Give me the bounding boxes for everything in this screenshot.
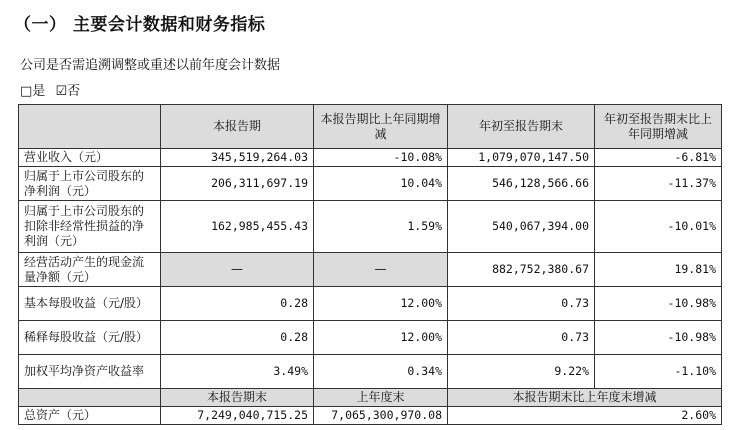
header-cell: 本报告期比上年同期增减 xyxy=(314,105,448,149)
cell-value: 540,067,394.00 xyxy=(448,201,595,253)
cell-value: 9.22% xyxy=(448,355,595,389)
header-cell: 本报告期 xyxy=(161,105,314,149)
cell-value: — xyxy=(161,253,314,287)
option-no-checkbox: ☑否 xyxy=(55,84,81,99)
cell-value: 546,128,566.66 xyxy=(448,167,595,201)
cell-value: -1.10% xyxy=(595,355,722,389)
cell-value: 882,752,380.67 xyxy=(448,253,595,287)
cell-value: -11.37% xyxy=(595,167,722,201)
row-label: 归属于上市公司股东的扣除非经常性损益的净利润（元） xyxy=(19,201,161,253)
table-row xyxy=(19,321,722,355)
cell-value: 0.73 xyxy=(448,287,595,321)
header-cell: 上年度末 xyxy=(314,389,448,407)
row-label: 加权平均净资产收益率 xyxy=(19,355,161,389)
table-row xyxy=(19,149,722,167)
table-row xyxy=(19,167,722,201)
cell-value: -6.81% xyxy=(595,149,722,167)
cell-value: 162,985,455.43 xyxy=(161,201,314,253)
header-cell xyxy=(19,389,161,407)
cell-value: 2.60% xyxy=(448,407,722,425)
cell-value: -10.98% xyxy=(595,287,722,321)
cell-value: 3.49% xyxy=(161,355,314,389)
row-label: 归属于上市公司股东的净利润（元） xyxy=(19,167,161,201)
row-label: 营业收入（元） xyxy=(19,149,161,167)
cell-value: -10.08% xyxy=(314,149,448,167)
restatement-question: 公司是否需追溯调整或重述以前年度会计数据 xyxy=(20,58,281,73)
table-header-row xyxy=(19,105,722,149)
section-title: （一） 主要会计数据和财务指标 xyxy=(14,15,266,35)
cell-value: -10.01% xyxy=(595,201,722,253)
cell-value: — xyxy=(314,253,448,287)
cell-value: 345,519,264.03 xyxy=(161,149,314,167)
cell-value: 7,065,300,970.08 xyxy=(314,407,448,425)
header-cell: 年初至报告期末比上年同期增减 xyxy=(595,105,722,149)
cell-value: 0.28 xyxy=(161,321,314,355)
cell-value: -10.98% xyxy=(595,321,722,355)
table-subheader-row xyxy=(19,389,722,407)
financial-indicators-table xyxy=(18,104,722,425)
header-cell: 本报告期末比上年度末增减 xyxy=(448,389,722,407)
cell-value: 0.28 xyxy=(161,287,314,321)
cell-value: 12.00% xyxy=(314,287,448,321)
header-cell: 年初至报告期末 xyxy=(448,105,595,149)
row-label: 经营活动产生的现金流量净额（元） xyxy=(19,253,161,287)
header-cell: 本报告期末 xyxy=(161,389,314,407)
table-row xyxy=(19,201,722,253)
cell-value: 10.04% xyxy=(314,167,448,201)
restatement-answer xyxy=(20,80,86,99)
table-row xyxy=(19,355,722,389)
cell-value: 7,249,040,715.25 xyxy=(161,407,314,425)
option-yes-checkbox: □是 xyxy=(20,84,46,99)
cell-value: 12.00% xyxy=(314,321,448,355)
row-label: 稀释每股收益（元/股） xyxy=(19,321,161,355)
row-label: 基本每股收益（元/股） xyxy=(19,287,161,321)
cell-value: 206,311,697.19 xyxy=(161,167,314,201)
table-row xyxy=(19,407,722,425)
row-label: 总资产（元） xyxy=(19,407,161,425)
table-row xyxy=(19,287,722,321)
table-row xyxy=(19,253,722,287)
cell-value: 19.81% xyxy=(595,253,722,287)
cell-value: 0.73 xyxy=(448,321,595,355)
cell-value: 1.59% xyxy=(314,201,448,253)
header-cell xyxy=(19,105,161,149)
cell-value: 1,079,070,147.50 xyxy=(448,149,595,167)
cell-value: 0.34% xyxy=(314,355,448,389)
